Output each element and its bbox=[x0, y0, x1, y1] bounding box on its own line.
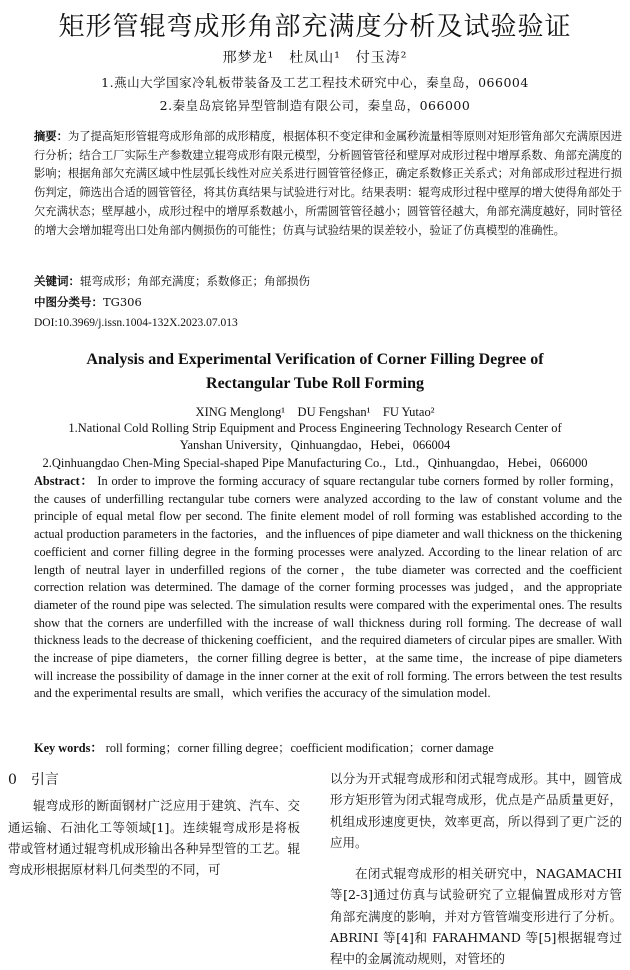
chinese-keywords bbox=[34, 273, 310, 289]
doi: DOI:10.3969/j.issn.1004-132X.2023.07.013 bbox=[34, 317, 238, 329]
body-right-column bbox=[330, 768, 622, 970]
english-keywords bbox=[34, 738, 622, 756]
english-affiliation-1 bbox=[0, 420, 630, 454]
body-paragraph-1-continued: 以分为开式辊弯成形和闭式辊弯成形。其中，圆管成形方矩形管为闭式辊弯成形，优点是产品质量更好，机组成形速度更快，效率更高，所以得到了更广泛的应用。 bbox=[330, 771, 622, 850]
body-paragraph-2: 在闭式辊弯成形的相关研究中，NAGAMACHI 等[2-3]通过仿真与试验研究了立辊偏置成形对方管角部充满度的影响，并对方管管端变形进行了分析。ABRINI 等[4]和 FARAHMAND 等[5]根据辊弯过程中的金属流动规则，对管坯的 bbox=[330, 866, 622, 967]
chinese-abstract-label: 摘要： bbox=[34, 129, 68, 143]
english-title-line-2: Rectangular Tube Roll Forming bbox=[206, 375, 424, 392]
chinese-authors: 邢梦龙¹ 杜凤山¹ 付玉涛² bbox=[222, 50, 408, 66]
english-abstract-label: Abstract： bbox=[34, 474, 94, 488]
english-title-line-1: Analysis and Experimental Verification of Corner Filling Degree of bbox=[86, 351, 544, 368]
section-number: 0 bbox=[8, 772, 17, 788]
chinese-affiliation-1: 1.燕山大学国家冷轧板带装备及工艺工程技术研究中心，秦皇岛，066004 bbox=[101, 75, 529, 90]
english-keywords-text: roll forming；corner filling degree；coefficient modification；corner damage bbox=[105, 741, 494, 755]
section-heading bbox=[8, 770, 300, 791]
english-abstract bbox=[34, 473, 622, 703]
english-affiliation-1-line-1: 1.National Cold Rolling Strip Equipment and Process Engineering Technology Research Center of bbox=[68, 421, 562, 435]
chinese-affiliation-2: 2.秦皇岛宸铭异型管制造有限公司，秦皇岛，066000 bbox=[159, 98, 471, 113]
english-title bbox=[0, 348, 630, 396]
english-affiliation-2: 2.Qinhuangdao Chen-Ming Special-shaped Pipe Manufacturing Co.，Ltd.，Qinhuangdao，Hebei，066000 bbox=[42, 456, 588, 470]
classification-label: 中图分类号： bbox=[34, 295, 103, 309]
body-paragraph-1: 辊弯成形的断面钢材广泛应用于建筑、汽车、交通运输、石油化工等领域[1]。连续辊弯成形是将板带或管材通过辊弯机成形输出各种异型管的工艺。辊弯成形根据原材料几何类型的不同，可 bbox=[8, 798, 300, 878]
classification-text: TG306 bbox=[103, 295, 142, 309]
english-keywords-label: Key words： bbox=[34, 741, 103, 755]
body-left-column bbox=[8, 770, 300, 880]
english-abstract-text: In order to improve the forming accuracy of square rectangular tube corners formed by roller forming，the causes of underfilling rectangular tube corners were analyzed according to the law of constant volume and the principle of equal metal flow per second. The finite element model of roll forming was established according to the actual production parameters in the factories，and the influences of pipe diameter and wall thickness on the thickening coefficient and corner filling degree in the forming processes were analyzed. According to the linear relation of arc length of neutral layer in underfilled regions of the corner，the tube diameter was corrected and the coefficient correction relation was determined. The damage of the corner forming processes was judged，and the appropriate diameter of the round pipe was selected. The simulation results were compared with the experimental ones. The results show that the corners are underfilled with the increase of wall thickness during roll forming. The decrease of wall thickness leads to the decrease of thickening coefficient，and the required diameters of circular pipes are smaller. With the increase of pipe diameters，the corner filling degree is better，at the same time，the increase of pipe diameters will increase the possibility of damage in the inner corner at the exit of roll forming. The errors between the test results and the experimental results are small，which verifies the accuracy of the simulation model. bbox=[34, 474, 623, 701]
english-authors: XING Menglong¹ DU Fengshan¹ FU Yutao² bbox=[195, 405, 435, 419]
english-affiliation-1-line-2: Yanshan University，Qinhuangdao，Hebei，066004 bbox=[179, 438, 451, 452]
chinese-keywords-text: 辊弯成形；角部充满度；系数修正；角部损伤 bbox=[80, 274, 310, 288]
chinese-abstract bbox=[34, 127, 622, 240]
classification-number bbox=[34, 294, 142, 310]
chinese-title: 矩形管辊弯成形角部充满度分析及试验验证 bbox=[58, 12, 572, 42]
chinese-keywords-label: 关键词： bbox=[34, 274, 80, 288]
section-title: 引言 bbox=[30, 772, 59, 788]
chinese-abstract-text: 为了提高矩形管辊弯成形角部的成形精度，根据体积不变定律和金属秒流量相等原则对矩形管角部欠充满原因进行分析；结合工厂实际生产参数建立辊弯成形有限元模型，分析圆管管径和壁厚对成形过程中增厚系数、角部充满度的影响；根据角部欠充满区域中性层弧长线性对应关系进行圆管管径修正，确定系数修正关系式；对角部成形过程进行损伤判定，筛选出合适的圆管管径，将其仿真结果与试验进行对比。结果表明：辊弯成形过程中壁厚的增大使得角部处于欠充满状态；壁厚越小，成形过程中的增厚系数越小，所需圆管管径越小；圆管管径越大，角部充满度越好，同时管径的增大会增加辊弯出口处角部内侧损伤的可能性；仿真与试验结果的误差较小，验证了仿真模型的准确性。 bbox=[34, 130, 622, 237]
